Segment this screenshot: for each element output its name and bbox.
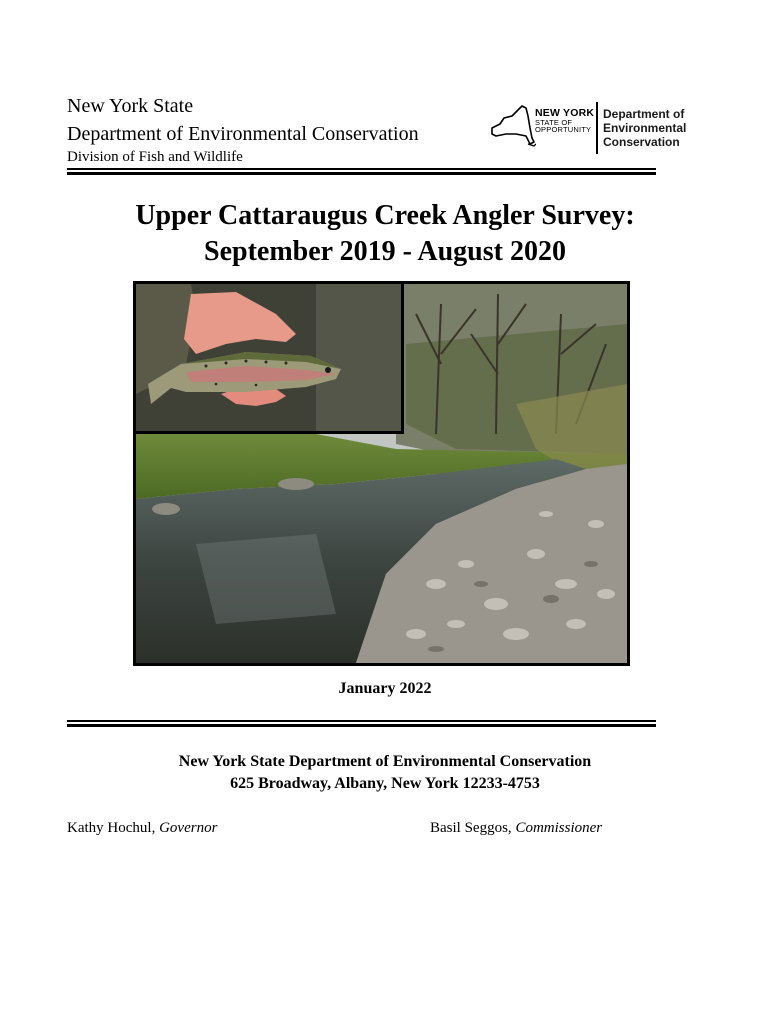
agency-state: New York State <box>67 95 194 117</box>
dec-wordmark <box>603 107 703 149</box>
ny-wordmark-title: NEW YORK <box>535 107 595 119</box>
report-title-line2: September 2019 - August 2020 <box>204 236 566 267</box>
nys-dec-logo <box>488 100 698 156</box>
commissioner-credit <box>430 820 602 837</box>
dec-wordmark-line2: Environmental <box>603 121 687 135</box>
governor-credit <box>67 820 217 837</box>
footer-double-rule <box>67 720 656 727</box>
report-date: January 2022 <box>338 680 432 697</box>
report-title <box>67 198 703 270</box>
agency-department: Department of Environmental Conservation <box>67 123 419 145</box>
trout-inset-photo <box>133 281 404 434</box>
logo-divider <box>596 102 598 154</box>
dec-wordmark-line3: Conservation <box>603 135 680 149</box>
governor-title: Governor <box>159 820 218 836</box>
dec-wordmark-line1: Department of <box>603 107 685 121</box>
ny-wordmark-line1: STATE OF <box>535 117 573 127</box>
commissioner-title: Commissioner <box>515 820 603 836</box>
ny-state-map-icon <box>488 104 536 152</box>
header-double-rule <box>67 168 656 175</box>
ny-wordmark <box>535 108 594 134</box>
address-line2: 625 Broadway, Albany, New York 12233-4753 <box>230 775 540 792</box>
report-title-line1: Upper Cattaraugus Creek Angler Survey: <box>135 200 635 231</box>
ny-wordmark-line2: OPPORTUNITY <box>535 125 592 134</box>
agency-division: Division of Fish and Wildlife <box>67 149 243 165</box>
trout-in-hand-illustration <box>136 284 401 431</box>
governor-name: Kathy Hochul, <box>67 820 156 836</box>
commissioner-name: Basil Seggos, <box>430 820 512 836</box>
address-line1: New York State Department of Environmental Conservation <box>178 753 592 770</box>
